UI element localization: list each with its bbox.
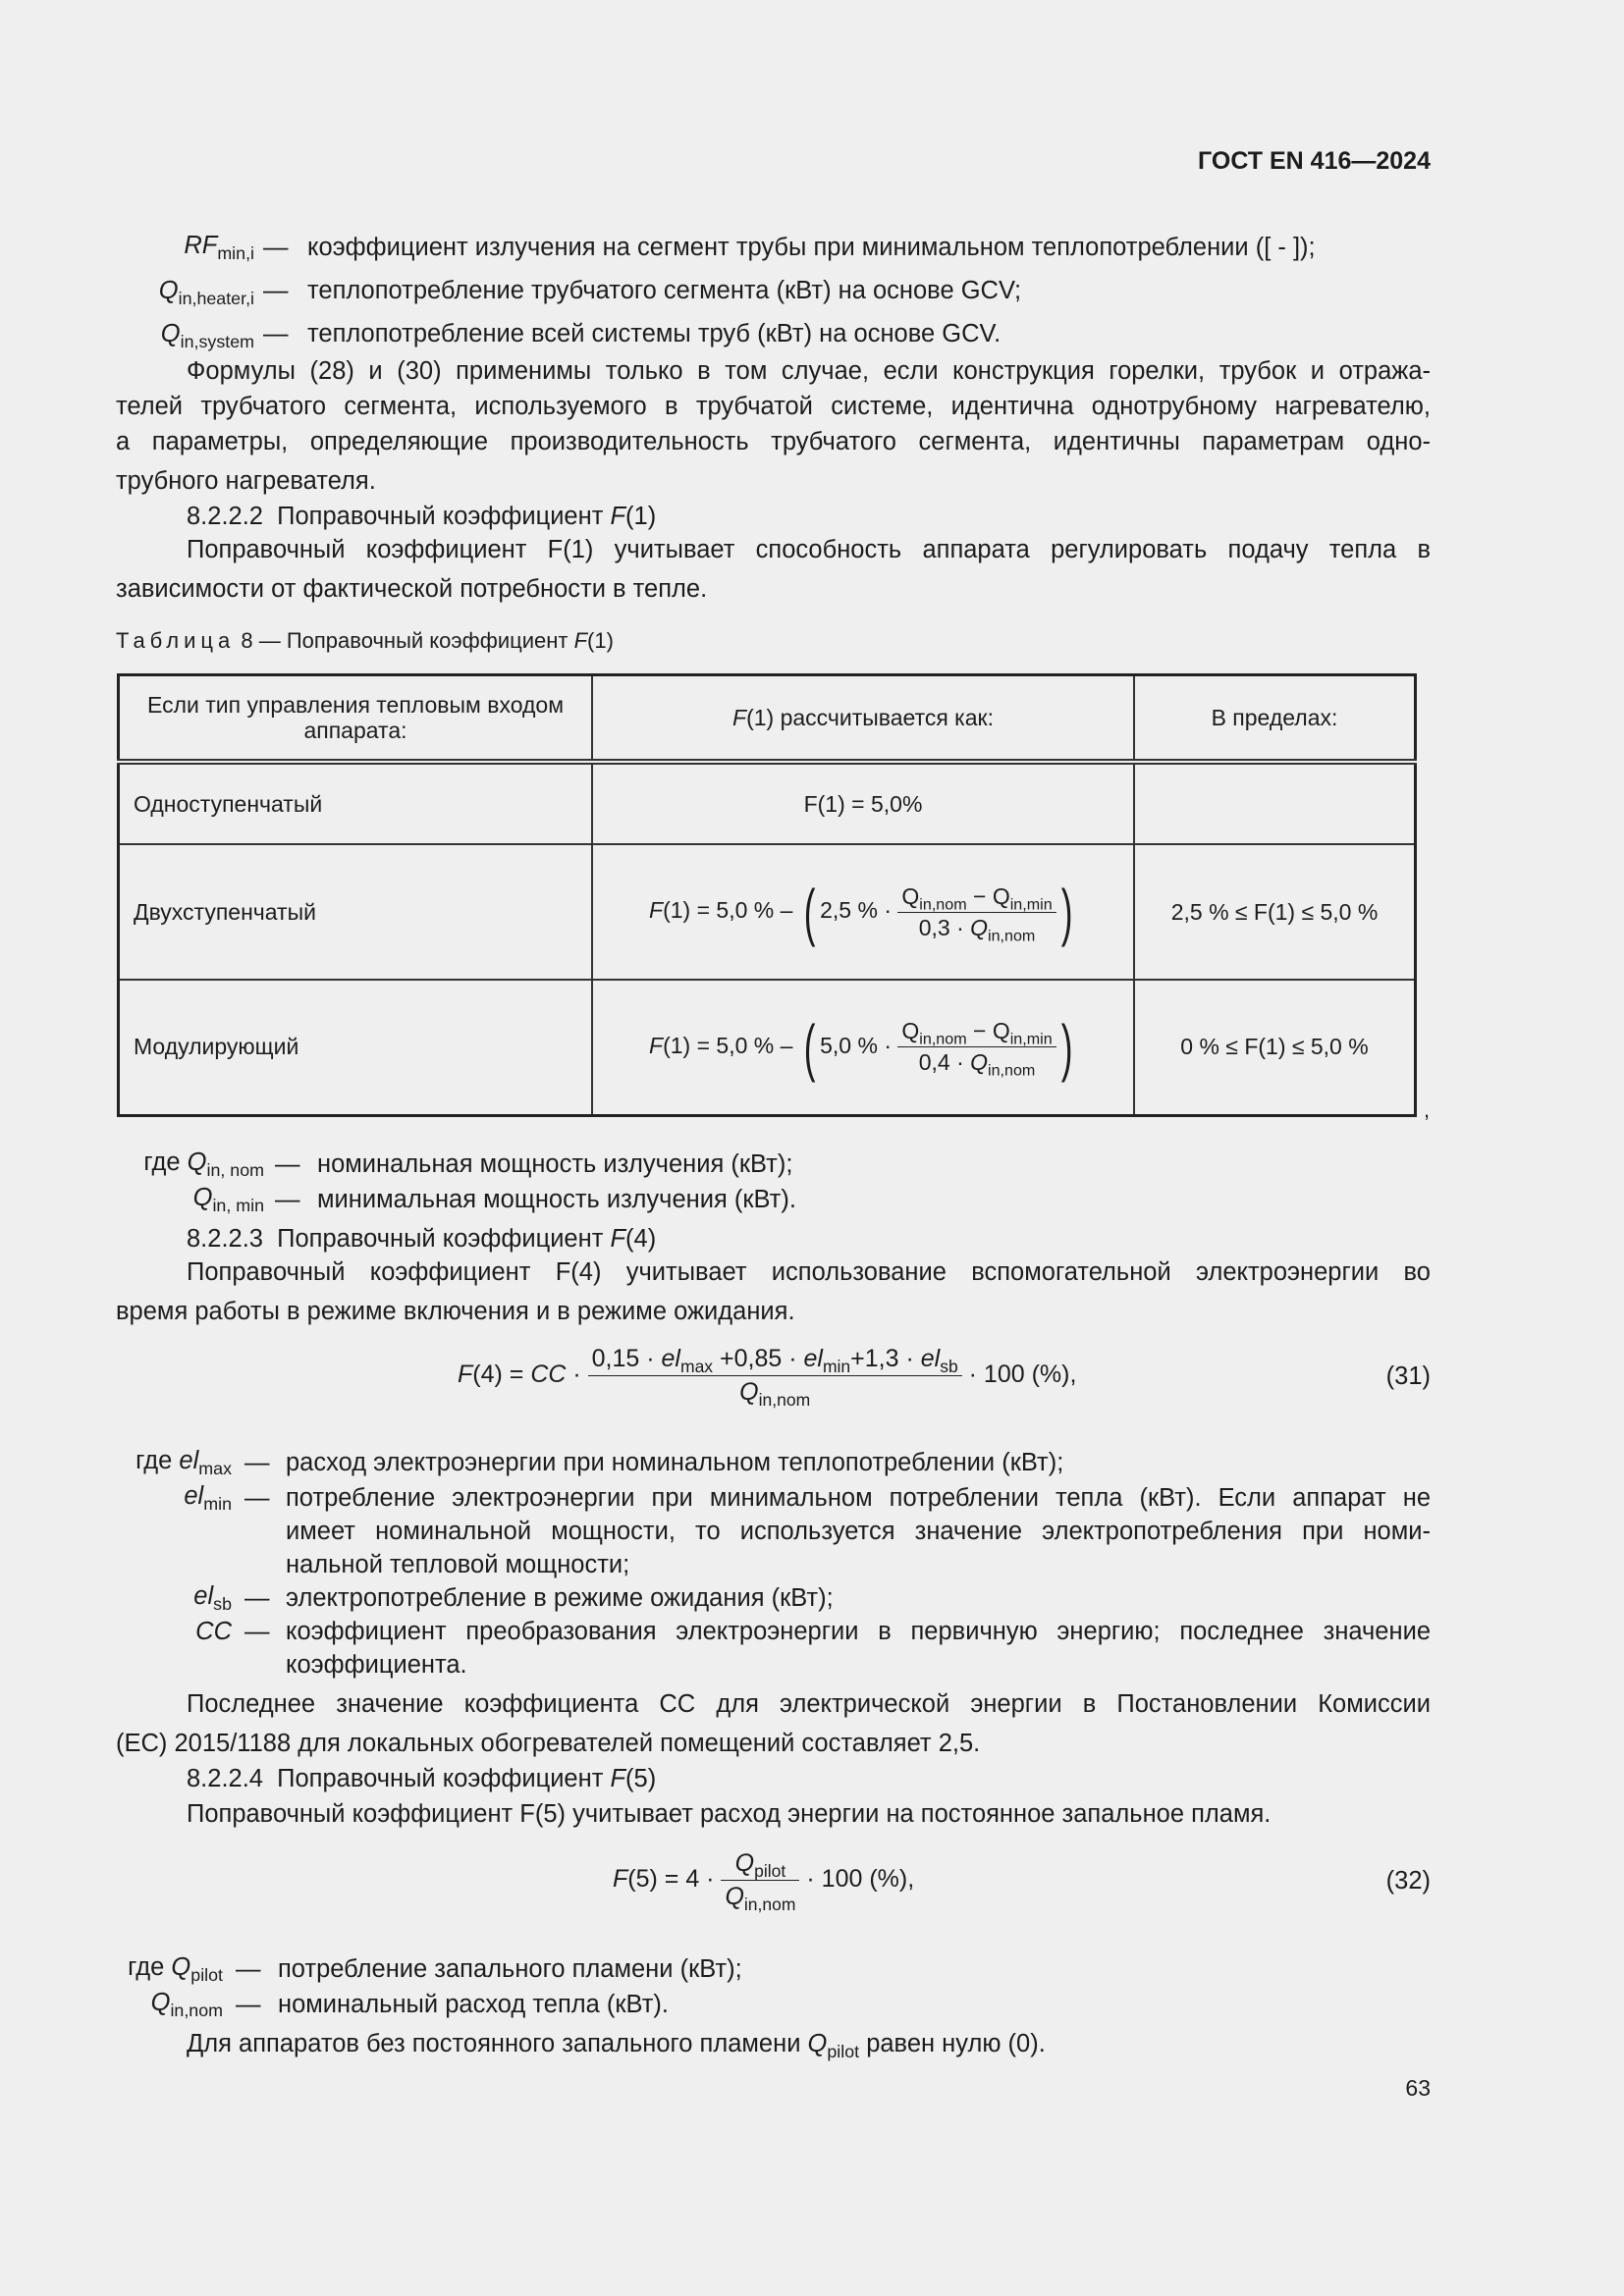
def-text: имеет номинальной мощности, то используется значение электропотребления при номи- [286,1518,1431,1545]
def-dash: — [244,1484,270,1512]
text-line: Поправочный коэффициент F(1) учитывает способность аппарата регулировать подачу тепла в [187,536,1431,563]
formula-text: F(1) = 5,0% [803,790,923,817]
def-text: теплопотребление всей системы труб (кВт) на основе GCV. [307,320,1001,347]
section-heading-f1: 8.2.2.2 Поправочный коэффициент F(1) [187,503,657,530]
equation-31: F(4) = CC · $\frac{0,15 \cdot el_{max} +0,85 \cdot el_{min}+1,3 \cdot el_{sb}}{Q_{in,nom}}$ · 100 (%), [458,1345,1077,1411]
text-line: (ЕС) 2015/1188 для локальных обогревателей помещений составляет 2,5. [116,1730,981,1757]
formula-modulating: F(1) = 5,0 % – ( 5,0 % · $\frac{Q_{in,nom} - Q_{in,min}}{0,4 \cdot Q_{in,nom}}$ ) [649,1011,1073,1083]
text-line: время работы в режиме включения и в режиме ожидания. [116,1298,795,1325]
def-dash: — [236,1955,261,1983]
equation-32: F(5) = 4 · $\frac{Q_{pilot}}{Q_{in,nom}}$ · 100 (%), [613,1849,915,1915]
table-cell [592,844,1134,980]
page-number: 63 [1405,2075,1431,2101]
table-cell: 2,5 % ≤ F(1) ≤ 5,0 % [1134,844,1416,980]
def-symbol: где $Q_{pilot}$ [128,1953,223,1986]
equation-number: (32) [1385,1867,1431,1895]
table-cell: Модулирующий [119,980,593,1115]
def-symbol: $Q_{in,heater,i}$ [158,277,254,309]
def-text: расход электроэнергии при номинальном теплопотреблении (кВт); [286,1449,1064,1476]
def-symbol: $RF_{min,i}$ [184,232,254,264]
def-symbol: CC [195,1618,232,1645]
def-text: нальной тепловой мощности; [286,1551,630,1578]
document-header: ГОСТ EN 416—2024 [1198,147,1431,175]
def-symbol: $Q_{in,system}$ [160,320,254,352]
text-line: телей трубчатого сегмента, используемого в трубчатой системе, идентична однотрубному нагревателю, [116,393,1431,420]
paragraph-f5: Поправочный коэффициент F(5) учитывает расход энергии на постоянное запальное пламя. [187,1800,1272,1828]
table-cell [592,762,1134,844]
table-header-cell: F(1) рассчитывается как: [592,675,1134,763]
table-cell: 0 % ≤ F(1) ≤ 5,0 % [1134,980,1416,1115]
def-symbol: где $el_{max}$ [135,1447,232,1479]
text-line: трубного нагревателя. [116,467,376,495]
def-dash: — [263,277,289,304]
def-dash: — [263,234,289,261]
def-symbol: где $Q_{in, nom}$ [143,1148,264,1181]
def-dash: — [275,1186,300,1213]
text-line: зависимости от фактической потребности в тепле. [116,575,708,603]
def-symbol: $el_{sb}$ [193,1582,232,1615]
section-heading-f5: 8.2.2.4 Поправочный коэффициент F(5) [187,1765,657,1792]
correction-factor-table [117,673,1417,1117]
table-header-row [119,675,1416,763]
def-text: номинальная мощность излучения (кВт); [317,1150,793,1178]
text-line: Формулы (28) и (30) применимы только в том случае, если конструкция горелки, трубок и отража- [187,357,1431,385]
def-text: потребление электроэнергии при минимальном потреблении тепла (кВт). Если аппарат не [286,1484,1431,1512]
def-dash: — [263,320,289,347]
def-text: коэффициент преобразования электроэнергии в первичную энергию; последнее значение [286,1618,1431,1645]
def-text: номинальный расход тепла (кВт). [278,1991,669,2018]
def-text: коэффициента. [286,1651,467,1679]
text-line: а параметры, определяющие производительность трубчатого сегмента, идентичны параметрам одно- [116,428,1431,455]
table-cell [592,980,1134,1115]
def-dash: — [275,1150,300,1178]
table-row [119,980,1416,1115]
table-header-cell: В пределах: [1134,675,1416,763]
def-symbol: $Q_{in, min}$ [192,1184,264,1216]
def-symbol: $Q_{in,nom}$ [150,1989,223,2021]
def-dash: — [244,1584,270,1612]
table-cell: Одноступенчатый [119,762,593,844]
text-line: Последнее значение коэффициента CC для электрической энергии в Постановлении Комиссии [187,1690,1431,1718]
table-header-cell: Если тип управления тепловым входом аппарата: [119,675,593,763]
table-row [119,844,1416,980]
table-caption: Таблица 8 — Поправочный коэффициент F(1) [116,628,614,653]
formula-two-stage: F(1) = 5,0 % – ( 2,5 % · $\frac{Q_{in,nom} - Q_{in,min}}{0,3 \cdot Q_{in,nom}}$ ) [649,877,1073,947]
table-trailing-comma: , [1424,1097,1431,1122]
def-dash: — [244,1618,270,1645]
def-text: электропотребление в режиме ожидания (кВт); [286,1584,834,1612]
def-text: коэффициент излучения на сегмент трубы при минимальном теплопотреблении ([ - ]); [307,234,1316,261]
section-heading-f4: 8.2.2.3 Поправочный коэффициент F(4) [187,1225,657,1253]
table-row [119,762,1416,844]
def-text: теплопотребление трубчатого сегмента (кВт) на основе GCV; [307,277,1022,304]
equation-number: (31) [1385,1362,1431,1390]
final-paragraph: Для аппаратов без постоянного запального пламени $Q_{pilot}$ равен нулю (0). [187,2030,1046,2062]
table-cell: Двухступенчатый [119,844,593,980]
text-line: Поправочный коэффициент F(4) учитывает использование вспомогательной электроэнергии во [187,1258,1431,1286]
table-cell [1134,762,1416,844]
def-text: потребление запального пламени (кВт); [278,1955,742,1983]
def-dash: — [236,1991,261,2018]
def-symbol: $el_{min}$ [184,1482,232,1515]
def-dash: — [244,1449,270,1476]
def-text: минимальная мощность излучения (кВт). [317,1186,796,1213]
